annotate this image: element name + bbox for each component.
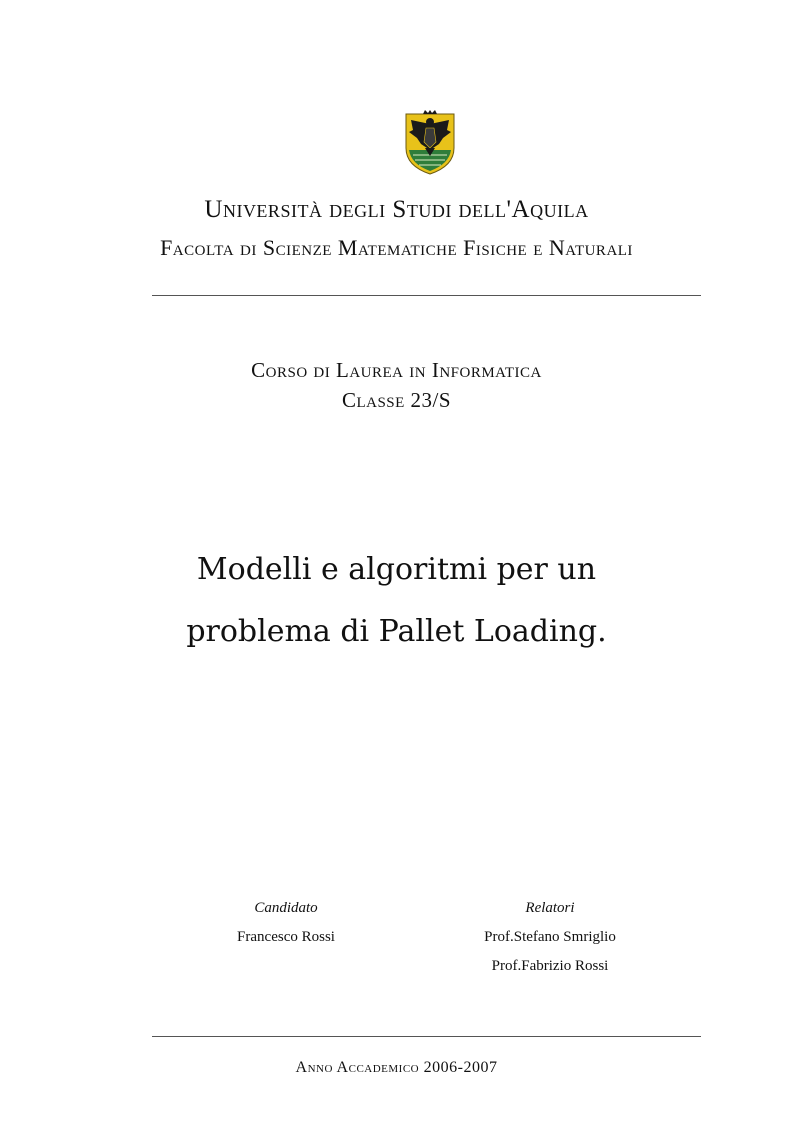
advisors-heading: Relatori bbox=[525, 900, 575, 916]
course-name: Corso di Laurea in Informatica bbox=[251, 358, 542, 382]
top-divider bbox=[152, 295, 701, 296]
candidate-heading: Candidato bbox=[254, 900, 318, 916]
advisor-name: Prof.Fabrizio Rossi bbox=[491, 958, 609, 974]
academic-year: Anno Accademico 2006-2007 bbox=[295, 1059, 498, 1076]
bottom-divider bbox=[152, 1036, 701, 1037]
advisors-block bbox=[445, 894, 655, 981]
candidate-block bbox=[200, 894, 372, 952]
crest-crown bbox=[423, 110, 437, 114]
course-class: Classe 23/S bbox=[341, 388, 452, 412]
advisor-name: Prof.Stefano Smriglio bbox=[484, 929, 616, 945]
thesis-title-line-1: Modelli e algoritmi per un bbox=[196, 552, 597, 587]
thesis-title-line-2: problema di Pallet Loading. bbox=[186, 614, 607, 649]
candidate-name: Francesco Rossi bbox=[237, 929, 335, 945]
university-crest-logo bbox=[403, 110, 457, 176]
university-name: Università degli Studi dell'Aquila bbox=[204, 196, 589, 223]
faculty-name: Facolta di Scienze Matematiche Fisiche e Naturali bbox=[160, 235, 633, 260]
